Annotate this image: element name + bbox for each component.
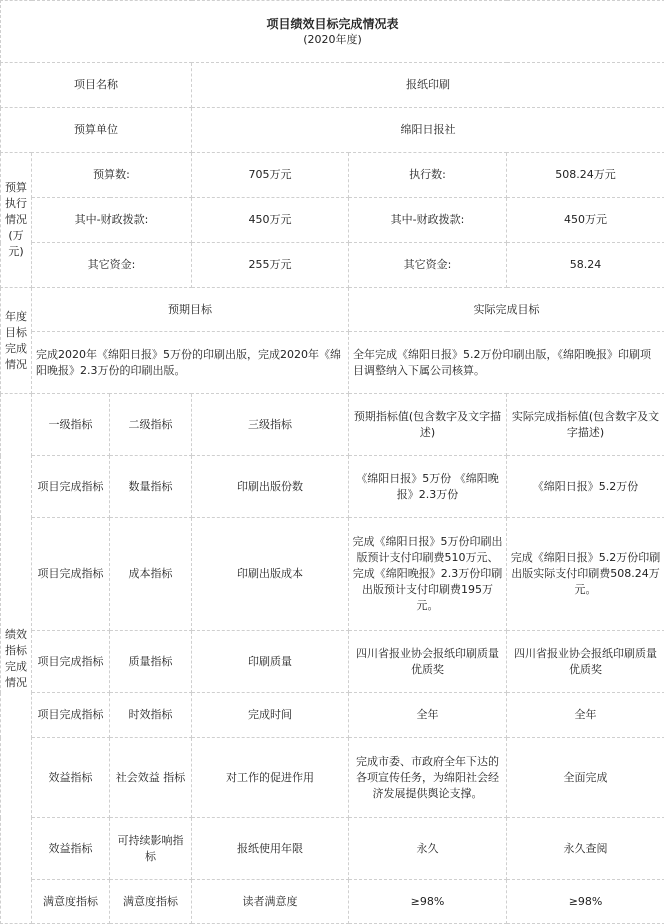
table-title-cell xyxy=(1,1,664,63)
budget-section-label: 预算执行情况(万元) xyxy=(1,153,32,288)
row-level2: 可持续影响指标 xyxy=(110,818,192,880)
row-level1: 满意度指标 xyxy=(32,880,110,924)
row-actual: ≥98% xyxy=(507,880,664,924)
row-level3: 对工作的促进作用 xyxy=(192,738,349,818)
row-expected: 全年 xyxy=(349,693,507,738)
table-row xyxy=(1,631,664,693)
fiscal-budget-label: 其中-财政拨款: xyxy=(32,198,192,243)
header-actual: 实际完成指标值(包含数字及文字描述) xyxy=(507,394,664,456)
actual-goal-text: 全年完成《绵阳日报》5.2万份印刷出版，《绵阳晚报》印刷项目调整纳入下属公司核算。 xyxy=(349,332,664,394)
row-level3: 完成时间 xyxy=(192,693,349,738)
executed-label: 执行数: xyxy=(349,153,507,198)
header-expected: 预期指标值(包含数字及文字描述) xyxy=(349,394,507,456)
row-level1: 项目完成指标 xyxy=(32,456,110,518)
fiscal-budget-value: 450万元 xyxy=(192,198,349,243)
expected-goal-text: 完成2020年《绵阳日报》5万份的印刷出版，完成2020年《绵阳晚报》2.3万份的印刷出版。 xyxy=(32,332,349,394)
row-level3: 印刷质量 xyxy=(192,631,349,693)
performance-label: 绩效指标完成情况 xyxy=(1,394,32,924)
other-budget-value: 255万元 xyxy=(192,243,349,288)
row-level3: 印刷出版份数 xyxy=(192,456,349,518)
row-actual: 完成《绵阳日报》5.2万份印刷出版实际支付印刷费508.24万元。 xyxy=(507,518,664,631)
row-level2: 数量指标 xyxy=(110,456,192,518)
row-level1: 项目完成指标 xyxy=(32,631,110,693)
header-level1: 一级指标 xyxy=(32,394,110,456)
budget-value: 705万元 xyxy=(192,153,349,198)
expected-goal-header: 预期目标 xyxy=(32,288,349,332)
table-row xyxy=(1,818,664,880)
row-level2: 社会效益 指标 xyxy=(110,738,192,818)
row-level1: 项目完成指标 xyxy=(32,518,110,631)
row-level1: 项目完成指标 xyxy=(32,693,110,738)
row-level2: 时效指标 xyxy=(110,693,192,738)
row-expected: 四川省报业协会报纸印刷质量优质奖 xyxy=(349,631,507,693)
project-name-label: 项目名称 xyxy=(1,63,192,108)
table-title: 项目绩效目标完成情况表 xyxy=(266,16,399,31)
row-level3: 印刷出版成本 xyxy=(192,518,349,631)
budget-label: 预算数: xyxy=(32,153,192,198)
header-level3: 三级指标 xyxy=(192,394,349,456)
row-actual: 全年 xyxy=(507,693,664,738)
row-level2: 质量指标 xyxy=(110,631,192,693)
table-row xyxy=(1,518,664,631)
row-expected: 完成市委、市政府全年下达的各项宣传任务，为绵阳社会经济发展提供舆论支撑。 xyxy=(349,738,507,818)
table-year: (2020年度) xyxy=(303,32,362,46)
other-executed-value: 58.24 xyxy=(507,243,664,288)
table-row xyxy=(1,456,664,518)
executed-value: 508.24万元 xyxy=(507,153,664,198)
row-actual: 全面完成 xyxy=(507,738,664,818)
row-actual: 四川省报业协会报纸印刷质量优质奖 xyxy=(507,631,664,693)
annual-goal-label: 年度目标完成情况 xyxy=(1,288,32,394)
row-expected: 《绵阳日报》5万份 《绵阳晚报》2.3万份 xyxy=(349,456,507,518)
fiscal-executed-label: 其中-财政拨款: xyxy=(349,198,507,243)
row-level2: 满意度指标 xyxy=(110,880,192,924)
row-level3: 报纸使用年限 xyxy=(192,818,349,880)
budget-unit-label: 预算单位 xyxy=(1,108,192,153)
header-level2: 二级指标 xyxy=(110,394,192,456)
row-level1: 效益指标 xyxy=(32,738,110,818)
budget-unit-value: 绵阳日报社 xyxy=(192,108,664,153)
other-budget-label: 其它资金: xyxy=(32,243,192,288)
row-expected: ≥98% xyxy=(349,880,507,924)
other-executed-label: 其它资金: xyxy=(349,243,507,288)
row-level3: 读者满意度 xyxy=(192,880,349,924)
fiscal-executed-value: 450万元 xyxy=(507,198,664,243)
table-row xyxy=(1,880,664,924)
row-level1: 效益指标 xyxy=(32,818,110,880)
row-level2: 成本指标 xyxy=(110,518,192,631)
project-name-value: 报纸印刷 xyxy=(192,63,664,108)
row-expected: 完成《绵阳日报》5万份印刷出版预计支付印刷费510万元、完成《绵阳晚报》2.3万份印刷出版预计支付印刷费195万元。 xyxy=(349,518,507,631)
actual-goal-header: 实际完成目标 xyxy=(349,288,664,332)
row-actual: 永久查阅 xyxy=(507,818,664,880)
table-row xyxy=(1,693,664,738)
row-expected: 永久 xyxy=(349,818,507,880)
table-row xyxy=(1,738,664,818)
row-actual: 《绵阳日报》5.2万份 xyxy=(507,456,664,518)
